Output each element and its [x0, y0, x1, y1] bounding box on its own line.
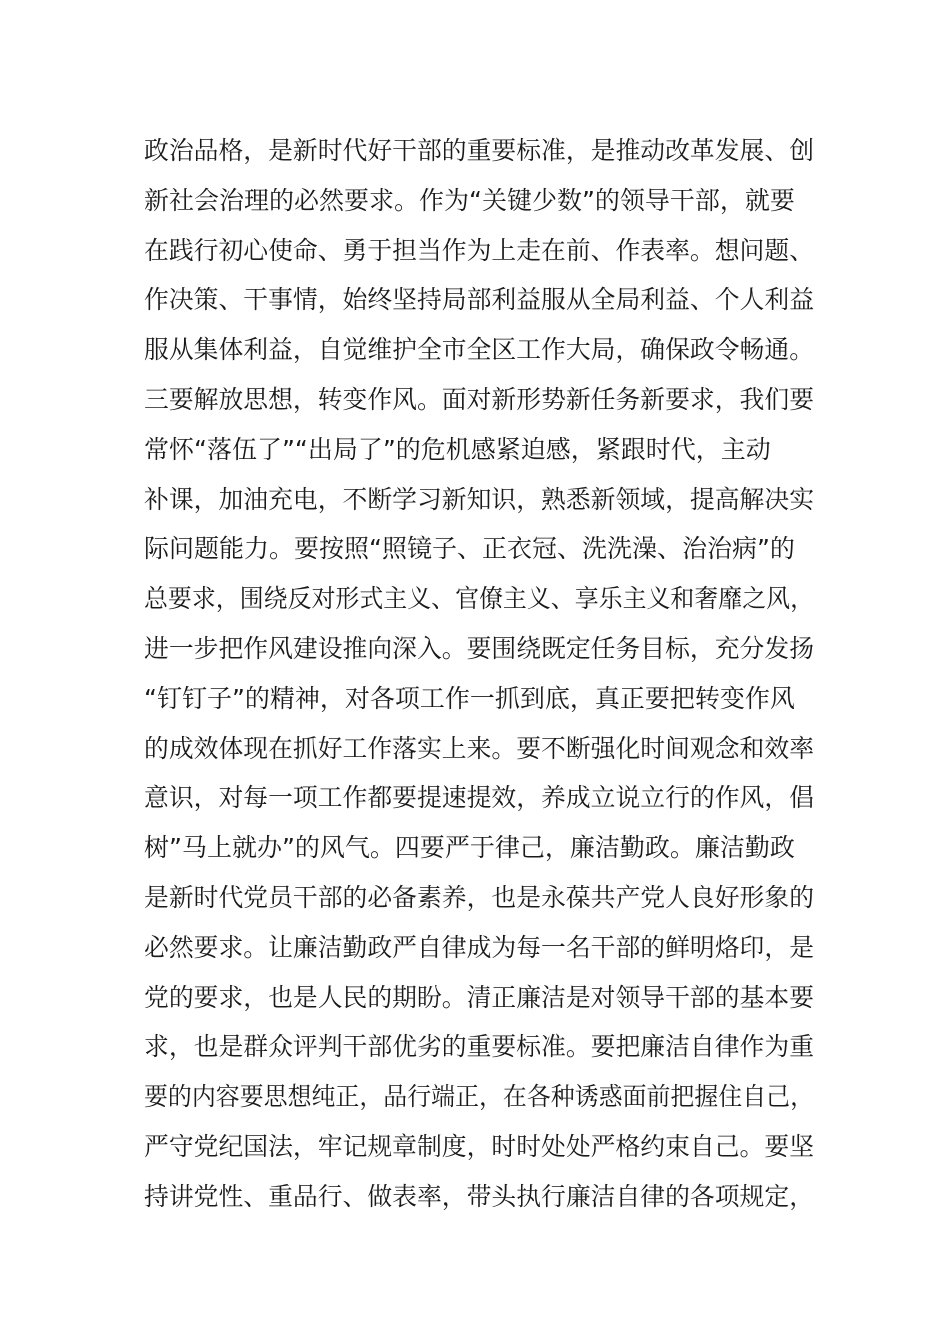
text-line-4: 作决策、干事情，始终坚持局部利益服从全局利益、个人利益: [144, 285, 815, 315]
text-line-12: “钉钉子”的精神，对各项工作一抓到底，真正要把转变作风: [144, 683, 795, 713]
text-line-13: 的成效体现在抓好工作落实上来。要不断强化时间观念和效率: [144, 733, 815, 763]
text-line-16: 是新时代党员干部的必备素养，也是永葆共产党人良好形象的: [144, 882, 815, 912]
text-line-10: 总要求，围绕反对形式主义、官僚主义、享乐主义和奢靡之风，: [144, 584, 815, 614]
text-line-15: 树”马上就办”的风气。四要严于律己，廉洁勤政。廉洁勤政: [144, 833, 795, 863]
text-line-2: 新社会治理的必然要求。作为“关键少数”的领导干部，就要: [144, 185, 795, 215]
text-line-1: 政治品格，是新时代好干部的重要标准，是推动改革发展、创: [144, 136, 815, 165]
text-line-17: 必然要求。让廉洁勤政严自律成为每一名干部的鲜明烙印，是: [144, 932, 815, 962]
body-text: [144, 126, 814, 1222]
text-line-6: 三要解放思想，转变作风。面对新形势新任务新要求，我们要: [144, 384, 815, 414]
text-line-18: 党的要求，也是人民的期盼。清正廉洁是对领导干部的基本要: [144, 982, 815, 1012]
text-line-9: 际问题能力。要按照“照镜子、正衣冠、洗洗澡、治治病”的: [144, 534, 795, 564]
text-line-11: 进一步把作风建设推向深入。要围绕既定任务目标，充分发扬: [144, 633, 815, 663]
text-line-14: 意识，对每一项工作都要提速提效，养成立说立行的作风，倡: [144, 783, 815, 813]
text-line-22: 持讲党性、重品行、做表率，带头执行廉洁自律的各项规定，: [144, 1181, 815, 1211]
text-line-19: 求，也是群众评判干部优劣的重要标准。要把廉洁自律作为重: [144, 1032, 815, 1062]
text-line-3: 在践行初心使命、勇于担当作为上走在前、作表率。想问题、: [144, 235, 815, 265]
text-line-20: 要的内容要思想纯正，品行端正，在各种诱惑面前把握住自己，: [144, 1082, 815, 1112]
text-line-5: 服从集体利益，自觉维护全市全区工作大局，确保政令畅通。: [144, 335, 815, 365]
text-line-21: 严守党纪国法，牢记规章制度，时时处处严格约束自己。要坚: [144, 1131, 815, 1161]
text-line-7: 常怀“落伍了”“出局了”的危机感紧迫感，紧跟时代，主动: [144, 434, 771, 464]
text-line-8: 补课，加油充电，不断学习新知识，熟悉新领域，提高解决实: [144, 484, 815, 514]
